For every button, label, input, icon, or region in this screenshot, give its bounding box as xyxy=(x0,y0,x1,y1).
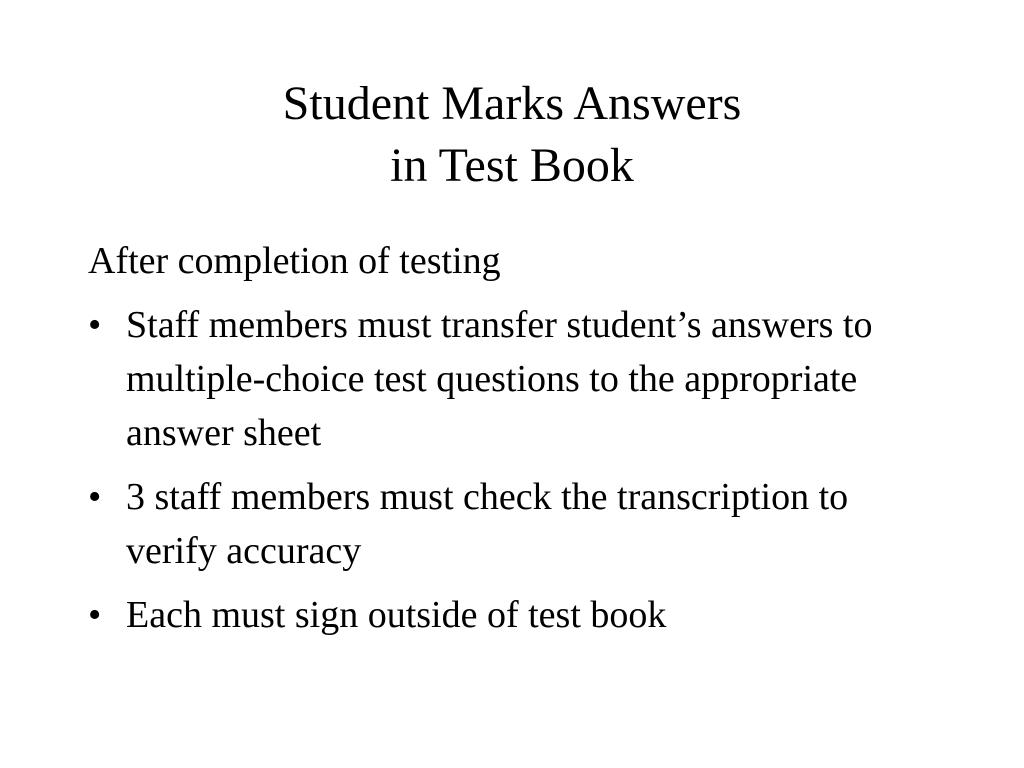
bullet-list xyxy=(88,298,948,642)
bullet-text: Staff members must transfer student’s answers to multiple-choice test questions to the appropriate answer sheet xyxy=(126,304,873,454)
bullet-item xyxy=(88,298,948,460)
slide-title-line-1: Student Marks Answers xyxy=(282,77,742,130)
intro-text: After completion of testing xyxy=(88,240,501,282)
bullet-item xyxy=(88,470,948,578)
bullet-dot-icon: • xyxy=(88,476,102,518)
bullet-item xyxy=(88,588,948,642)
bullet-text: Each must sign outside of test book xyxy=(126,594,667,636)
bullet-dot-icon: • xyxy=(88,304,102,346)
slide-body xyxy=(88,234,948,652)
bullet-dot-icon: • xyxy=(88,594,102,636)
bullet-text: 3 staff members must check the transcription to verify accuracy xyxy=(126,476,849,572)
slide-title-line-2: in Test Book xyxy=(390,139,634,192)
slide-title xyxy=(0,73,1024,197)
